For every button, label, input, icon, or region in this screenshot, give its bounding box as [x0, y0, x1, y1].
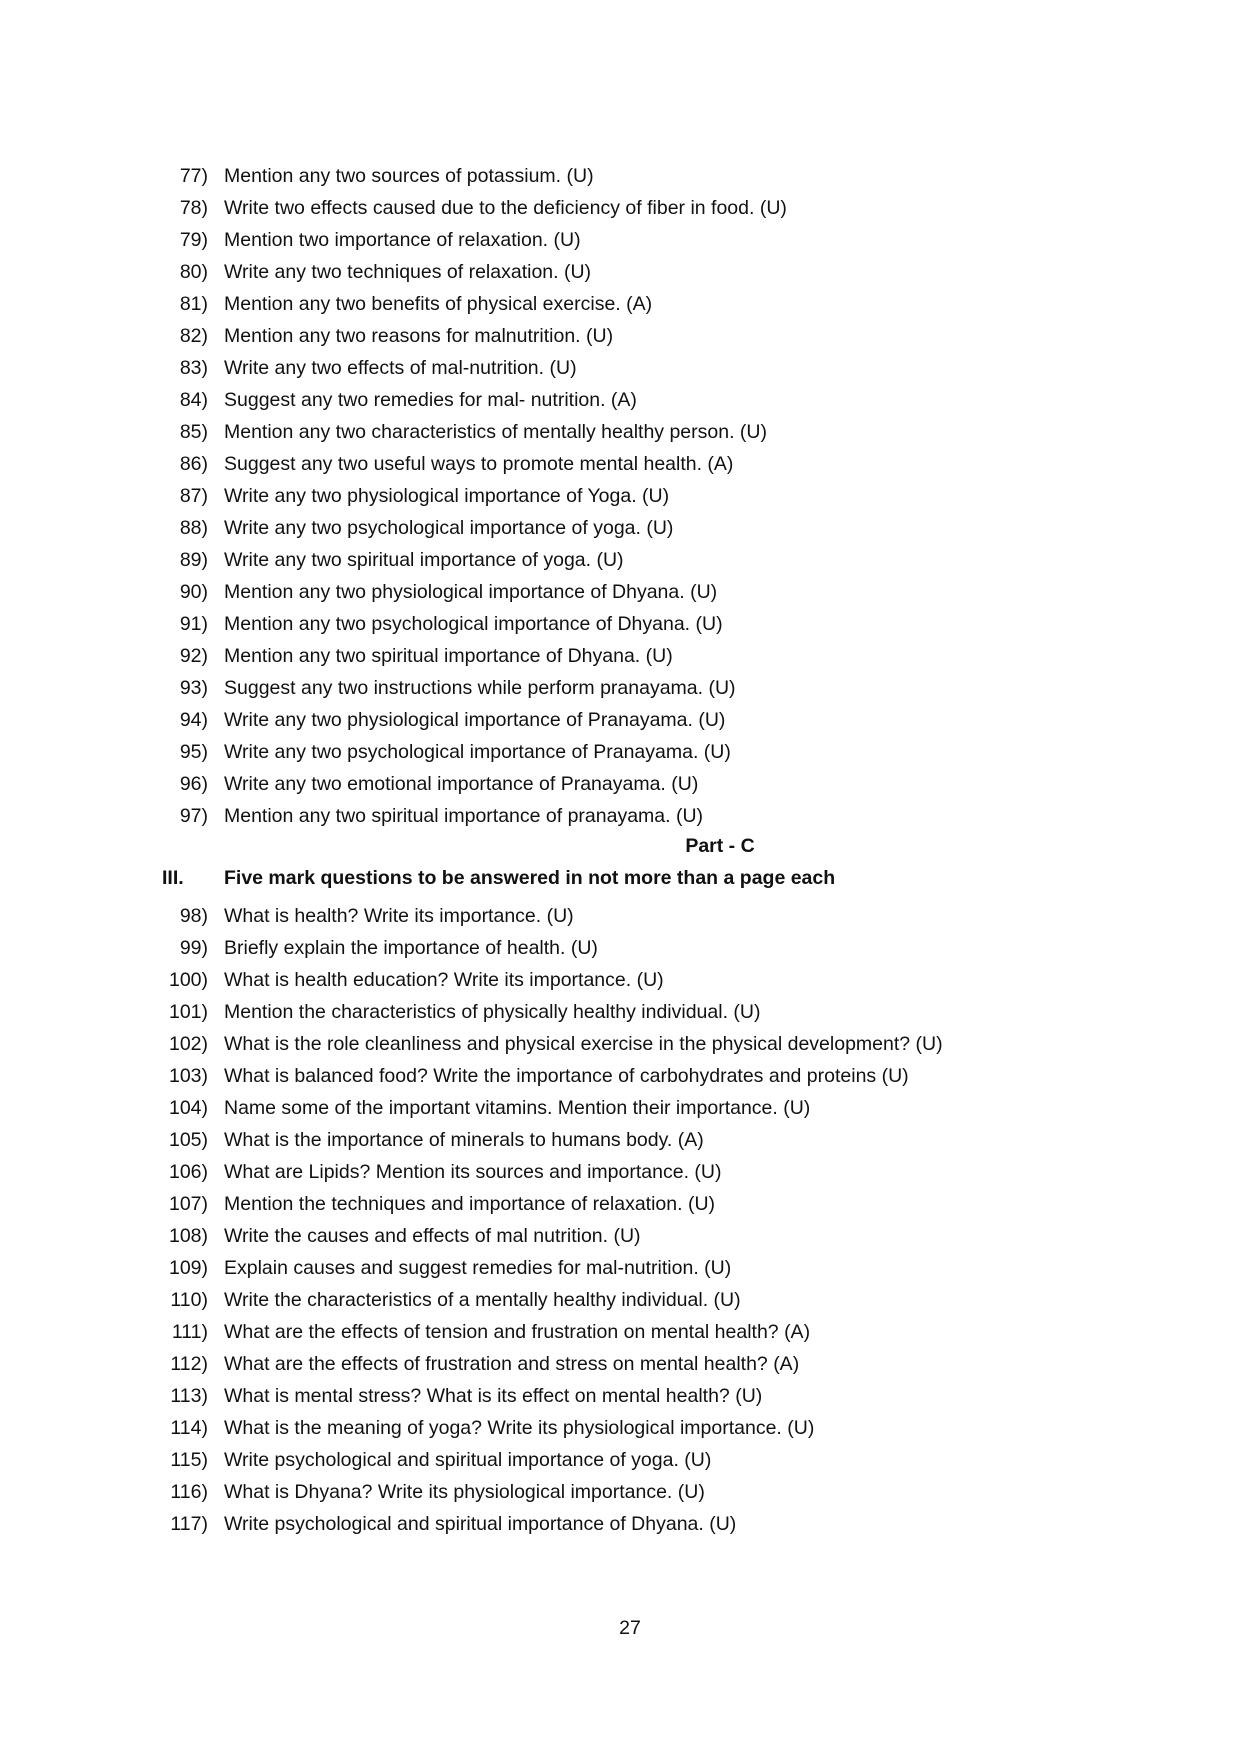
- question-number: 110): [170, 1289, 208, 1311]
- question-text: Write the causes and effects of mal nutrition. (U): [224, 1225, 641, 1247]
- question-item: [0, 1508, 1241, 1540]
- question-number: 85): [179, 421, 208, 443]
- question-text: What is the meaning of yoga? Write its physiological importance. (U): [224, 1417, 815, 1439]
- question-text: What is health? Write its importance. (U): [224, 905, 574, 927]
- question-number: 111): [171, 1321, 208, 1343]
- question-item: [0, 448, 1241, 480]
- question-text: Write any two techniques of relaxation. (U): [224, 261, 592, 283]
- question-text: What is the importance of minerals to humans body. (A): [224, 1129, 704, 1151]
- question-number: 113): [170, 1385, 208, 1407]
- question-text: What are the effects of tension and frustration on mental health? (A): [224, 1321, 811, 1343]
- question-number: 101): [168, 1001, 208, 1023]
- question-text: Write any two psychological importance of yoga. (U): [224, 517, 674, 539]
- question-text: What is balanced food? Write the importance of carbohydrates and proteins (U): [224, 1065, 909, 1087]
- question-number: 82): [179, 325, 208, 347]
- question-item: [0, 704, 1241, 736]
- question-number: 104): [168, 1097, 208, 1119]
- part-c-title: Part - C: [685, 835, 755, 857]
- question-number: 109): [168, 1257, 208, 1279]
- question-text: Write any two emotional importance of Pranayama. (U): [224, 773, 699, 795]
- question-text: Mention any two sources of potassium. (U): [224, 165, 594, 187]
- question-text: Write any two physiological importance of Yoga. (U): [224, 485, 670, 507]
- question-item: [0, 1252, 1241, 1284]
- question-item: [0, 1348, 1241, 1380]
- question-item: [0, 1380, 1241, 1412]
- question-text: Write the characteristics of a mentally healthy individual. (U): [224, 1289, 741, 1311]
- question-item: [0, 384, 1241, 416]
- question-number: 114): [170, 1417, 208, 1439]
- question-number: 80): [179, 261, 208, 283]
- question-number: 99): [179, 937, 208, 959]
- question-text: Mention two importance of relaxation. (U): [224, 229, 581, 251]
- question-number: 115): [170, 1449, 208, 1471]
- question-item: [0, 800, 1241, 832]
- question-text: Mention any two psychological importance of Dhyana. (U): [224, 613, 723, 635]
- question-item: [0, 1092, 1241, 1124]
- question-item: [0, 1316, 1241, 1348]
- question-number: 88): [179, 517, 208, 539]
- question-item: [0, 1220, 1241, 1252]
- question-number: 78): [179, 197, 208, 219]
- question-list-part-c: [0, 900, 1241, 1540]
- question-item: [0, 1028, 1241, 1060]
- question-text: Write psychological and spiritual importance of yoga. (U): [224, 1449, 712, 1471]
- question-number: 112): [170, 1353, 208, 1375]
- question-item: [0, 576, 1241, 608]
- question-text: What are the effects of frustration and stress on mental health? (A): [224, 1353, 800, 1375]
- section-roman-numeral: III.: [162, 867, 184, 889]
- question-number: 95): [179, 741, 208, 763]
- question-text: Mention any two spiritual importance of pranayama. (U): [224, 805, 704, 827]
- question-item: [0, 1476, 1241, 1508]
- question-text: What is the role cleanliness and physical exercise in the physical development? (U): [224, 1033, 943, 1055]
- question-item: [0, 964, 1241, 996]
- question-item: [0, 1284, 1241, 1316]
- question-item: [0, 160, 1241, 192]
- question-item: [0, 256, 1241, 288]
- question-text: What is mental stress? What is its effect on mental health? (U): [224, 1385, 763, 1407]
- question-item: [0, 544, 1241, 576]
- question-item: [0, 1188, 1241, 1220]
- question-text: Mention any two reasons for malnutrition. (U): [224, 325, 614, 347]
- question-text: What is health education? Write its importance. (U): [224, 969, 664, 991]
- question-number: 105): [168, 1129, 208, 1151]
- question-text: Mention any two benefits of physical exercise. (A): [224, 293, 653, 315]
- question-number: 107): [168, 1193, 208, 1215]
- question-number: 92): [179, 645, 208, 667]
- question-text: Write any two spiritual importance of yoga. (U): [224, 549, 624, 571]
- question-item: [0, 1124, 1241, 1156]
- question-number: 97): [179, 805, 208, 827]
- question-item: [0, 320, 1241, 352]
- question-item: [0, 416, 1241, 448]
- question-number: 117): [170, 1513, 208, 1535]
- question-number: 100): [168, 969, 208, 991]
- question-text: Briefly explain the importance of health. (U): [224, 937, 598, 959]
- question-text: What is Dhyana? Write its physiological importance. (U): [224, 1481, 705, 1503]
- question-item: [0, 672, 1241, 704]
- question-item: [0, 352, 1241, 384]
- question-text: Suggest any two useful ways to promote mental health. (A): [224, 453, 734, 475]
- question-item: [0, 192, 1241, 224]
- question-item: [0, 1156, 1241, 1188]
- question-text: Explain causes and suggest remedies for mal-nutrition. (U): [224, 1257, 732, 1279]
- question-number: 83): [179, 357, 208, 379]
- question-number: 106): [168, 1161, 208, 1183]
- question-text: Write any two psychological importance of Pranayama. (U): [224, 741, 731, 763]
- question-text: Write any two effects of mal-nutrition. (U): [224, 357, 577, 379]
- question-item: [0, 288, 1241, 320]
- question-text: Name some of the important vitamins. Mention their importance. (U): [224, 1097, 811, 1119]
- question-number: 86): [179, 453, 208, 475]
- question-text: Mention any two spiritual importance of Dhyana. (U): [224, 645, 673, 667]
- question-number: 90): [179, 581, 208, 603]
- question-number: 108): [168, 1225, 208, 1247]
- question-text: Write any two physiological importance of Pranayama. (U): [224, 709, 726, 731]
- question-text: Write two effects caused due to the deficiency of fiber in food. (U): [224, 197, 787, 219]
- question-item: [0, 480, 1241, 512]
- question-text: Mention the techniques and importance of relaxation. (U): [224, 1193, 716, 1215]
- question-text: Write psychological and spiritual importance of Dhyana. (U): [224, 1513, 737, 1535]
- question-text: Mention any two physiological importance of Dhyana. (U): [224, 581, 718, 603]
- question-number: 77): [179, 165, 208, 187]
- question-number: 89): [179, 549, 208, 571]
- question-item: [0, 608, 1241, 640]
- question-number: 116): [170, 1481, 208, 1503]
- question-number: 91): [179, 613, 208, 635]
- question-text: Mention the characteristics of physically healthy individual. (U): [224, 1001, 761, 1023]
- question-number: 87): [179, 485, 208, 507]
- question-number: 103): [168, 1065, 208, 1087]
- page-number: 27: [619, 1617, 641, 1639]
- question-text: Mention any two characteristics of mentally healthy person. (U): [224, 421, 767, 443]
- question-number: 96): [179, 773, 208, 795]
- question-text: Suggest any two instructions while perform pranayama. (U): [224, 677, 736, 699]
- question-item: [0, 512, 1241, 544]
- question-item: [0, 1060, 1241, 1092]
- question-item: [0, 1444, 1241, 1476]
- question-number: 79): [179, 229, 208, 251]
- question-number: 98): [179, 905, 208, 927]
- question-item: [0, 640, 1241, 672]
- question-number: 84): [179, 389, 208, 411]
- question-item: [0, 900, 1241, 932]
- question-item: [0, 768, 1241, 800]
- question-item: [0, 1412, 1241, 1444]
- section-heading: Five mark questions to be answered in not more than a page each: [224, 867, 836, 889]
- question-number: 81): [179, 293, 208, 315]
- question-number: 94): [179, 709, 208, 731]
- section-heading-row: [0, 862, 1241, 894]
- question-item: [0, 736, 1241, 768]
- question-item: [0, 996, 1241, 1028]
- question-text: Suggest any two remedies for mal- nutrition. (A): [224, 389, 637, 411]
- question-item: [0, 932, 1241, 964]
- question-number: 102): [168, 1033, 208, 1055]
- question-text: What are Lipids? Mention its sources and importance. (U): [224, 1161, 722, 1183]
- question-number: 93): [179, 677, 208, 699]
- question-item: [0, 224, 1241, 256]
- question-list-part-b: [0, 160, 1241, 832]
